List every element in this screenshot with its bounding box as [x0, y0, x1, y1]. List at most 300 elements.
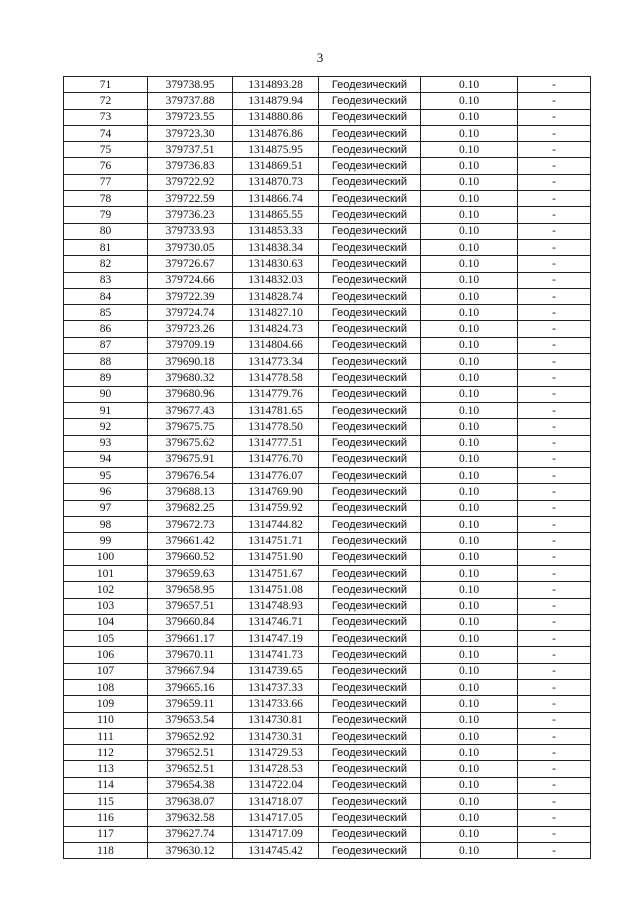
- description-cell: -: [518, 696, 591, 712]
- description-cell: -: [518, 321, 591, 337]
- x-coordinate-cell: 379724.74: [148, 305, 233, 321]
- accuracy-cell: 0.10: [421, 517, 518, 533]
- description-cell: -: [518, 288, 591, 304]
- table-row: [64, 158, 591, 174]
- method-cell: Геодезический: [319, 207, 421, 223]
- accuracy-cell: 0.10: [421, 712, 518, 728]
- x-coordinate-cell: 379638.07: [148, 794, 233, 810]
- point-number-cell: 88: [64, 354, 148, 370]
- y-coordinate-cell: 1314776.07: [233, 468, 319, 484]
- y-coordinate-cell: 1314870.73: [233, 174, 319, 190]
- description-cell: -: [518, 794, 591, 810]
- table-row: [64, 745, 591, 761]
- table-row: [64, 256, 591, 272]
- x-coordinate-cell: 379660.52: [148, 549, 233, 565]
- table-row: [64, 794, 591, 810]
- x-coordinate-cell: 379653.54: [148, 712, 233, 728]
- accuracy-cell: 0.10: [421, 549, 518, 565]
- y-coordinate-cell: 1314759.92: [233, 500, 319, 516]
- method-cell: Геодезический: [319, 239, 421, 255]
- y-coordinate-cell: 1314875.95: [233, 142, 319, 158]
- y-coordinate-cell: 1314717.09: [233, 826, 319, 842]
- table-row: [64, 777, 591, 793]
- description-cell: -: [518, 484, 591, 500]
- y-coordinate-cell: 1314739.65: [233, 663, 319, 679]
- accuracy-cell: 0.10: [421, 256, 518, 272]
- table-row: [64, 533, 591, 549]
- table-row: [64, 842, 591, 858]
- description-cell: -: [518, 142, 591, 158]
- accuracy-cell: 0.10: [421, 745, 518, 761]
- point-number-cell: 85: [64, 305, 148, 321]
- accuracy-cell: 0.10: [421, 337, 518, 353]
- method-cell: Геодезический: [319, 679, 421, 695]
- point-number-cell: 81: [64, 239, 148, 255]
- point-number-cell: 115: [64, 794, 148, 810]
- method-cell: Геодезический: [319, 826, 421, 842]
- point-number-cell: 90: [64, 386, 148, 402]
- y-coordinate-cell: 1314773.34: [233, 354, 319, 370]
- table-row: [64, 565, 591, 581]
- accuracy-cell: 0.10: [421, 239, 518, 255]
- table-row: [64, 517, 591, 533]
- accuracy-cell: 0.10: [421, 354, 518, 370]
- point-number-cell: 96: [64, 484, 148, 500]
- x-coordinate-cell: 379652.92: [148, 728, 233, 744]
- y-coordinate-cell: 1314832.03: [233, 272, 319, 288]
- description-cell: -: [518, 517, 591, 533]
- table-row: [64, 549, 591, 565]
- description-cell: -: [518, 239, 591, 255]
- table-row: [64, 386, 591, 402]
- description-cell: -: [518, 272, 591, 288]
- y-coordinate-cell: 1314824.73: [233, 321, 319, 337]
- description-cell: -: [518, 533, 591, 549]
- accuracy-cell: 0.10: [421, 761, 518, 777]
- y-coordinate-cell: 1314777.51: [233, 435, 319, 451]
- method-cell: Геодезический: [319, 647, 421, 663]
- point-number-cell: 72: [64, 93, 148, 109]
- point-number-cell: 73: [64, 109, 148, 125]
- point-number-cell: 82: [64, 256, 148, 272]
- x-coordinate-cell: 379652.51: [148, 745, 233, 761]
- method-cell: Геодезический: [319, 158, 421, 174]
- method-cell: Геодезический: [319, 842, 421, 858]
- x-coordinate-cell: 379723.30: [148, 125, 233, 141]
- y-coordinate-cell: 1314751.71: [233, 533, 319, 549]
- y-coordinate-cell: 1314876.86: [233, 125, 319, 141]
- table-row: [64, 223, 591, 239]
- method-cell: Геодезический: [319, 174, 421, 190]
- x-coordinate-cell: 379676.54: [148, 468, 233, 484]
- method-cell: Геодезический: [319, 337, 421, 353]
- method-cell: Геодезический: [319, 370, 421, 386]
- x-coordinate-cell: 379665.16: [148, 679, 233, 695]
- table-row: [64, 810, 591, 826]
- y-coordinate-cell: 1314730.31: [233, 728, 319, 744]
- accuracy-cell: 0.10: [421, 777, 518, 793]
- description-cell: -: [518, 777, 591, 793]
- table-row: [64, 109, 591, 125]
- description-cell: -: [518, 582, 591, 598]
- description-cell: -: [518, 451, 591, 467]
- description-cell: -: [518, 663, 591, 679]
- method-cell: Геодезический: [319, 288, 421, 304]
- method-cell: Геодезический: [319, 435, 421, 451]
- point-number-cell: 112: [64, 745, 148, 761]
- table-row: [64, 191, 591, 207]
- y-coordinate-cell: 1314866.74: [233, 191, 319, 207]
- description-cell: -: [518, 174, 591, 190]
- point-number-cell: 111: [64, 728, 148, 744]
- method-cell: Геодезический: [319, 500, 421, 516]
- x-coordinate-cell: 379736.23: [148, 207, 233, 223]
- accuracy-cell: 0.10: [421, 842, 518, 858]
- page-number: 3: [316, 50, 324, 65]
- point-number-cell: 83: [64, 272, 148, 288]
- accuracy-cell: 0.10: [421, 679, 518, 695]
- method-cell: Геодезический: [319, 745, 421, 761]
- table-row: [64, 174, 591, 190]
- point-number-cell: 117: [64, 826, 148, 842]
- accuracy-cell: 0.10: [421, 435, 518, 451]
- y-coordinate-cell: 1314778.50: [233, 419, 319, 435]
- description-cell: -: [518, 598, 591, 614]
- accuracy-cell: 0.10: [421, 468, 518, 484]
- method-cell: Геодезический: [319, 305, 421, 321]
- method-cell: Геодезический: [319, 549, 421, 565]
- point-number-cell: 102: [64, 582, 148, 598]
- description-cell: -: [518, 565, 591, 581]
- method-cell: Геодезический: [319, 109, 421, 125]
- y-coordinate-cell: 1314751.08: [233, 582, 319, 598]
- x-coordinate-cell: 379657.51: [148, 598, 233, 614]
- y-coordinate-cell: 1314853.33: [233, 223, 319, 239]
- method-cell: Геодезический: [319, 223, 421, 239]
- y-coordinate-cell: 1314880.86: [233, 109, 319, 125]
- accuracy-cell: 0.10: [421, 500, 518, 516]
- table-row: [64, 761, 591, 777]
- accuracy-cell: 0.10: [421, 663, 518, 679]
- y-coordinate-cell: 1314722.04: [233, 777, 319, 793]
- x-coordinate-cell: 379682.25: [148, 500, 233, 516]
- y-coordinate-cell: 1314747.19: [233, 631, 319, 647]
- method-cell: Геодезический: [319, 451, 421, 467]
- description-cell: -: [518, 191, 591, 207]
- table-row: [64, 239, 591, 255]
- accuracy-cell: 0.10: [421, 582, 518, 598]
- description-cell: -: [518, 761, 591, 777]
- x-coordinate-cell: 379680.96: [148, 386, 233, 402]
- description-cell: -: [518, 109, 591, 125]
- coordinates-table-body: [64, 77, 591, 859]
- point-number-cell: 71: [64, 77, 148, 93]
- x-coordinate-cell: 379632.58: [148, 810, 233, 826]
- method-cell: Геодезический: [319, 614, 421, 630]
- table-row: [64, 402, 591, 418]
- y-coordinate-cell: 1314730.81: [233, 712, 319, 728]
- accuracy-cell: 0.10: [421, 533, 518, 549]
- point-number-cell: 89: [64, 370, 148, 386]
- y-coordinate-cell: 1314879.94: [233, 93, 319, 109]
- x-coordinate-cell: 379730.05: [148, 239, 233, 255]
- point-number-cell: 94: [64, 451, 148, 467]
- table-row: [64, 631, 591, 647]
- point-number-cell: 116: [64, 810, 148, 826]
- table-row: [64, 696, 591, 712]
- point-number-cell: 109: [64, 696, 148, 712]
- y-coordinate-cell: 1314779.76: [233, 386, 319, 402]
- accuracy-cell: 0.10: [421, 191, 518, 207]
- point-number-cell: 86: [64, 321, 148, 337]
- point-number-cell: 79: [64, 207, 148, 223]
- method-cell: Геодезический: [319, 468, 421, 484]
- method-cell: Геодезический: [319, 419, 421, 435]
- accuracy-cell: 0.10: [421, 109, 518, 125]
- method-cell: Геодезический: [319, 794, 421, 810]
- y-coordinate-cell: 1314718.07: [233, 794, 319, 810]
- accuracy-cell: 0.10: [421, 647, 518, 663]
- description-cell: -: [518, 745, 591, 761]
- y-coordinate-cell: 1314828.74: [233, 288, 319, 304]
- accuracy-cell: 0.10: [421, 565, 518, 581]
- table-row: [64, 451, 591, 467]
- description-cell: -: [518, 125, 591, 141]
- accuracy-cell: 0.10: [421, 223, 518, 239]
- point-number-cell: 114: [64, 777, 148, 793]
- x-coordinate-cell: 379677.43: [148, 402, 233, 418]
- point-number-cell: 78: [64, 191, 148, 207]
- table-row: [64, 305, 591, 321]
- x-coordinate-cell: 379722.92: [148, 174, 233, 190]
- method-cell: Геодезический: [319, 321, 421, 337]
- description-cell: -: [518, 810, 591, 826]
- method-cell: Геодезический: [319, 728, 421, 744]
- point-number-cell: 77: [64, 174, 148, 190]
- method-cell: Геодезический: [319, 663, 421, 679]
- x-coordinate-cell: 379658.95: [148, 582, 233, 598]
- accuracy-cell: 0.10: [421, 288, 518, 304]
- x-coordinate-cell: 379736.83: [148, 158, 233, 174]
- y-coordinate-cell: 1314751.90: [233, 549, 319, 565]
- table-row: [64, 77, 591, 93]
- accuracy-cell: 0.10: [421, 598, 518, 614]
- description-cell: -: [518, 679, 591, 695]
- table-row: [64, 663, 591, 679]
- y-coordinate-cell: 1314865.55: [233, 207, 319, 223]
- description-cell: -: [518, 614, 591, 630]
- table-row: [64, 647, 591, 663]
- table-row: [64, 500, 591, 516]
- x-coordinate-cell: 379661.42: [148, 533, 233, 549]
- table-row: [64, 93, 591, 109]
- description-cell: -: [518, 631, 591, 647]
- description-cell: -: [518, 93, 591, 109]
- method-cell: Геодезический: [319, 517, 421, 533]
- y-coordinate-cell: 1314717.05: [233, 810, 319, 826]
- accuracy-cell: 0.10: [421, 272, 518, 288]
- table-row: [64, 288, 591, 304]
- method-cell: Геодезический: [319, 125, 421, 141]
- point-number-cell: 110: [64, 712, 148, 728]
- x-coordinate-cell: 379723.55: [148, 109, 233, 125]
- description-cell: -: [518, 337, 591, 353]
- method-cell: Геодезический: [319, 777, 421, 793]
- description-cell: -: [518, 386, 591, 402]
- point-number-cell: 74: [64, 125, 148, 141]
- y-coordinate-cell: 1314769.90: [233, 484, 319, 500]
- accuracy-cell: 0.10: [421, 484, 518, 500]
- description-cell: -: [518, 207, 591, 223]
- point-number-cell: 108: [64, 679, 148, 695]
- description-cell: -: [518, 402, 591, 418]
- y-coordinate-cell: 1314778.58: [233, 370, 319, 386]
- table-row: [64, 582, 591, 598]
- y-coordinate-cell: 1314744.82: [233, 517, 319, 533]
- table-row: [64, 272, 591, 288]
- x-coordinate-cell: 379654.38: [148, 777, 233, 793]
- description-cell: -: [518, 370, 591, 386]
- description-cell: -: [518, 419, 591, 435]
- description-cell: -: [518, 647, 591, 663]
- method-cell: Геодезический: [319, 712, 421, 728]
- y-coordinate-cell: 1314827.10: [233, 305, 319, 321]
- point-number-cell: 101: [64, 565, 148, 581]
- accuracy-cell: 0.10: [421, 158, 518, 174]
- x-coordinate-cell: 379737.88: [148, 93, 233, 109]
- description-cell: -: [518, 158, 591, 174]
- description-cell: -: [518, 549, 591, 565]
- accuracy-cell: 0.10: [421, 321, 518, 337]
- accuracy-cell: 0.10: [421, 386, 518, 402]
- method-cell: Геодезический: [319, 142, 421, 158]
- accuracy-cell: 0.10: [421, 794, 518, 810]
- x-coordinate-cell: 379659.63: [148, 565, 233, 581]
- y-coordinate-cell: 1314733.66: [233, 696, 319, 712]
- method-cell: Геодезический: [319, 631, 421, 647]
- description-cell: -: [518, 842, 591, 858]
- table-row: [64, 125, 591, 141]
- point-number-cell: 118: [64, 842, 148, 858]
- x-coordinate-cell: 379675.91: [148, 451, 233, 467]
- accuracy-cell: 0.10: [421, 826, 518, 842]
- table-row: [64, 826, 591, 842]
- y-coordinate-cell: 1314893.28: [233, 77, 319, 93]
- accuracy-cell: 0.10: [421, 174, 518, 190]
- table-row: [64, 484, 591, 500]
- method-cell: Геодезический: [319, 354, 421, 370]
- method-cell: Геодезический: [319, 533, 421, 549]
- accuracy-cell: 0.10: [421, 125, 518, 141]
- description-cell: -: [518, 826, 591, 842]
- table-row: [64, 435, 591, 451]
- accuracy-cell: 0.10: [421, 451, 518, 467]
- x-coordinate-cell: 379667.94: [148, 663, 233, 679]
- method-cell: Геодезический: [319, 272, 421, 288]
- x-coordinate-cell: 379661.17: [148, 631, 233, 647]
- y-coordinate-cell: 1314781.65: [233, 402, 319, 418]
- method-cell: Геодезический: [319, 386, 421, 402]
- accuracy-cell: 0.10: [421, 728, 518, 744]
- y-coordinate-cell: 1314838.34: [233, 239, 319, 255]
- y-coordinate-cell: 1314746.71: [233, 614, 319, 630]
- method-cell: Геодезический: [319, 761, 421, 777]
- y-coordinate-cell: 1314804.66: [233, 337, 319, 353]
- x-coordinate-cell: 379675.62: [148, 435, 233, 451]
- table-row: [64, 321, 591, 337]
- table-row: [64, 728, 591, 744]
- table-row: [64, 468, 591, 484]
- point-number-cell: 87: [64, 337, 148, 353]
- table-row: [64, 419, 591, 435]
- accuracy-cell: 0.10: [421, 402, 518, 418]
- x-coordinate-cell: 379733.93: [148, 223, 233, 239]
- x-coordinate-cell: 379737.51: [148, 142, 233, 158]
- x-coordinate-cell: 379738.95: [148, 77, 233, 93]
- method-cell: Геодезический: [319, 582, 421, 598]
- method-cell: Геодезический: [319, 598, 421, 614]
- method-cell: Геодезический: [319, 77, 421, 93]
- description-cell: -: [518, 500, 591, 516]
- point-number-cell: 76: [64, 158, 148, 174]
- x-coordinate-cell: 379690.18: [148, 354, 233, 370]
- method-cell: Геодезический: [319, 810, 421, 826]
- x-coordinate-cell: 379675.75: [148, 419, 233, 435]
- description-cell: -: [518, 223, 591, 239]
- description-cell: -: [518, 728, 591, 744]
- description-cell: -: [518, 468, 591, 484]
- accuracy-cell: 0.10: [421, 631, 518, 647]
- accuracy-cell: 0.10: [421, 93, 518, 109]
- description-cell: -: [518, 256, 591, 272]
- method-cell: Геодезический: [319, 565, 421, 581]
- point-number-cell: 84: [64, 288, 148, 304]
- accuracy-cell: 0.10: [421, 142, 518, 158]
- x-coordinate-cell: 379722.59: [148, 191, 233, 207]
- point-number-cell: 104: [64, 614, 148, 630]
- y-coordinate-cell: 1314745.42: [233, 842, 319, 858]
- y-coordinate-cell: 1314869.51: [233, 158, 319, 174]
- accuracy-cell: 0.10: [421, 370, 518, 386]
- table-row: [64, 142, 591, 158]
- description-cell: -: [518, 712, 591, 728]
- table-row: [64, 614, 591, 630]
- y-coordinate-cell: 1314830.63: [233, 256, 319, 272]
- x-coordinate-cell: 379627.74: [148, 826, 233, 842]
- accuracy-cell: 0.10: [421, 207, 518, 223]
- point-number-cell: 107: [64, 663, 148, 679]
- description-cell: -: [518, 305, 591, 321]
- table-row: [64, 679, 591, 695]
- point-number-cell: 99: [64, 533, 148, 549]
- point-number-cell: 98: [64, 517, 148, 533]
- x-coordinate-cell: 379709.19: [148, 337, 233, 353]
- table-row: [64, 354, 591, 370]
- point-number-cell: 103: [64, 598, 148, 614]
- x-coordinate-cell: 379726.67: [148, 256, 233, 272]
- description-cell: -: [518, 77, 591, 93]
- point-number-cell: 100: [64, 549, 148, 565]
- x-coordinate-cell: 379680.32: [148, 370, 233, 386]
- point-number-cell: 91: [64, 402, 148, 418]
- y-coordinate-cell: 1314737.33: [233, 679, 319, 695]
- point-number-cell: 113: [64, 761, 148, 777]
- x-coordinate-cell: 379672.73: [148, 517, 233, 533]
- point-number-cell: 80: [64, 223, 148, 239]
- x-coordinate-cell: 379722.39: [148, 288, 233, 304]
- method-cell: Геодезический: [319, 256, 421, 272]
- y-coordinate-cell: 1314729.53: [233, 745, 319, 761]
